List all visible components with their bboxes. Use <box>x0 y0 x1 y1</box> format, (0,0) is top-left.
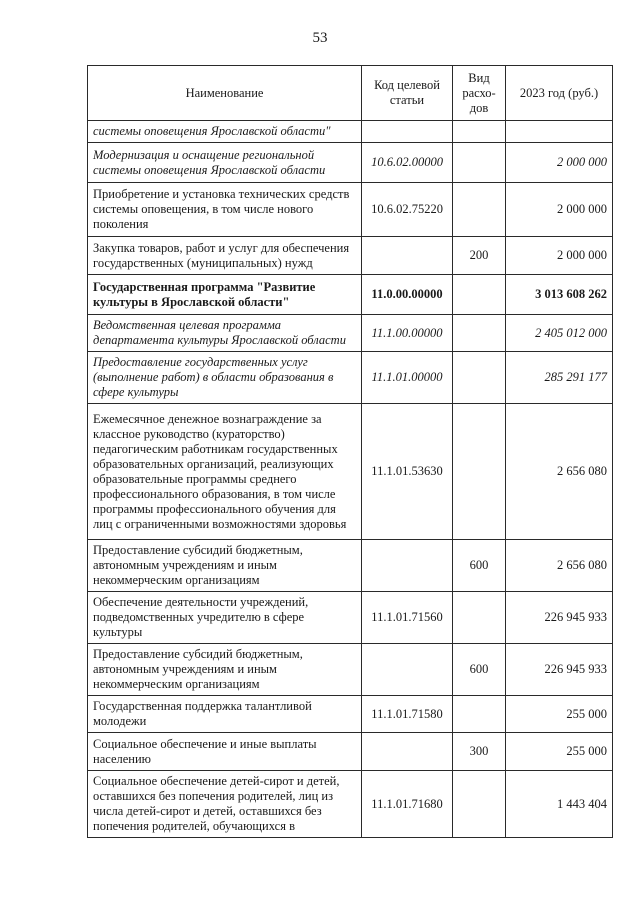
budget-table <box>87 65 613 838</box>
table-row <box>88 696 613 733</box>
cell-amount: 226 945 933 <box>506 644 613 696</box>
cell-code: 11.1.01.71680 <box>362 771 453 838</box>
cell-name: Закупка товаров, работ и услуг для обеспечения государственных (муниципальных) нужд <box>88 237 362 275</box>
cell-type <box>453 771 506 838</box>
cell-code: 11.0.00.00000 <box>362 275 453 315</box>
table-row <box>88 592 613 644</box>
cell-code <box>362 540 453 592</box>
cell-name: Социальное обеспечение детей-сирот и детей, оставшихся без попечения родителей, лиц из числа детей-сирот и детей, оставшихся без попечения родителей, обучающихся в <box>88 771 362 838</box>
cell-type <box>453 404 506 540</box>
header-type: Вид расхо-дов <box>453 66 506 121</box>
cell-code: 11.1.00.00000 <box>362 315 453 352</box>
table-row <box>88 237 613 275</box>
cell-name: Государственная поддержка талантливой молодежи <box>88 696 362 733</box>
cell-amount: 255 000 <box>506 696 613 733</box>
cell-amount: 2 000 000 <box>506 143 613 183</box>
cell-amount <box>506 121 613 143</box>
cell-name: Приобретение и установка технических средств системы оповещения, в том числе нового поколения <box>88 183 362 237</box>
table-row <box>88 540 613 592</box>
cell-code: 11.1.01.00000 <box>362 352 453 404</box>
table-row <box>88 121 613 143</box>
cell-type: 200 <box>453 237 506 275</box>
cell-code: 10.6.02.00000 <box>362 143 453 183</box>
table-row <box>88 404 613 540</box>
table-row <box>88 143 613 183</box>
cell-type <box>453 696 506 733</box>
cell-name: Предоставление субсидий бюджетным, автономным учреждениям и иным некоммерческим организациям <box>88 540 362 592</box>
cell-amount: 2 656 080 <box>506 540 613 592</box>
cell-amount: 3 013 608 262 <box>506 275 613 315</box>
cell-amount: 226 945 933 <box>506 592 613 644</box>
table-row <box>88 771 613 838</box>
table-body <box>88 121 613 838</box>
cell-name: Предоставление государственных услуг (выполнение работ) в области образования в сфере культуры <box>88 352 362 404</box>
cell-name: Социальное обеспечение и иные выплаты населению <box>88 733 362 771</box>
cell-name: Модернизация и оснащение региональной системы оповещения Ярославской области <box>88 143 362 183</box>
cell-type: 600 <box>453 540 506 592</box>
cell-amount: 1 443 404 <box>506 771 613 838</box>
cell-code: 11.1.01.71580 <box>362 696 453 733</box>
cell-name: Ежемесячное денежное вознаграждение за классное руководство (кураторство) педагогическим работникам государственных образовательных организаций, реализующих образовательные программы среднего профессионального образования, в том числе программы профессионального обучения для лиц с ограниченными возможностями здоровья <box>88 404 362 540</box>
cell-type: 300 <box>453 733 506 771</box>
cell-amount: 285 291 177 <box>506 352 613 404</box>
cell-name: системы оповещения Ярославской области" <box>88 121 362 143</box>
table-row <box>88 315 613 352</box>
cell-type: 600 <box>453 644 506 696</box>
cell-name: Предоставление субсидий бюджетным, автономным учреждениям и иным некоммерческим организациям <box>88 644 362 696</box>
cell-code <box>362 644 453 696</box>
cell-code: 11.1.01.71560 <box>362 592 453 644</box>
cell-code: 11.1.01.53630 <box>362 404 453 540</box>
table-header-row <box>88 66 613 121</box>
cell-name: Обеспечение деятельности учреждений, подведомственных учредителю в сфере культуры <box>88 592 362 644</box>
cell-amount: 255 000 <box>506 733 613 771</box>
cell-type <box>453 183 506 237</box>
cell-code: 10.6.02.75220 <box>362 183 453 237</box>
header-code: Код целевой статьи <box>362 66 453 121</box>
page-number: 53 <box>312 30 328 46</box>
table-row <box>88 183 613 237</box>
table-row <box>88 733 613 771</box>
cell-code <box>362 237 453 275</box>
cell-amount: 2 405 012 000 <box>506 315 613 352</box>
cell-type <box>453 275 506 315</box>
cell-name: Ведомственная целевая программа департамента культуры Ярославской области <box>88 315 362 352</box>
table-row <box>88 275 613 315</box>
cell-amount: 2 656 080 <box>506 404 613 540</box>
cell-code <box>362 121 453 143</box>
table-row <box>88 352 613 404</box>
cell-type <box>453 352 506 404</box>
cell-code <box>362 733 453 771</box>
cell-type <box>453 121 506 143</box>
cell-type <box>453 143 506 183</box>
cell-type <box>453 592 506 644</box>
table-row <box>88 644 613 696</box>
cell-amount: 2 000 000 <box>506 183 613 237</box>
cell-amount: 2 000 000 <box>506 237 613 275</box>
header-amount: 2023 год (руб.) <box>506 66 613 121</box>
cell-type <box>453 315 506 352</box>
header-name: Наименование <box>88 66 362 121</box>
cell-name: Государственная программа "Развитие культуры в Ярославской области" <box>88 275 362 315</box>
